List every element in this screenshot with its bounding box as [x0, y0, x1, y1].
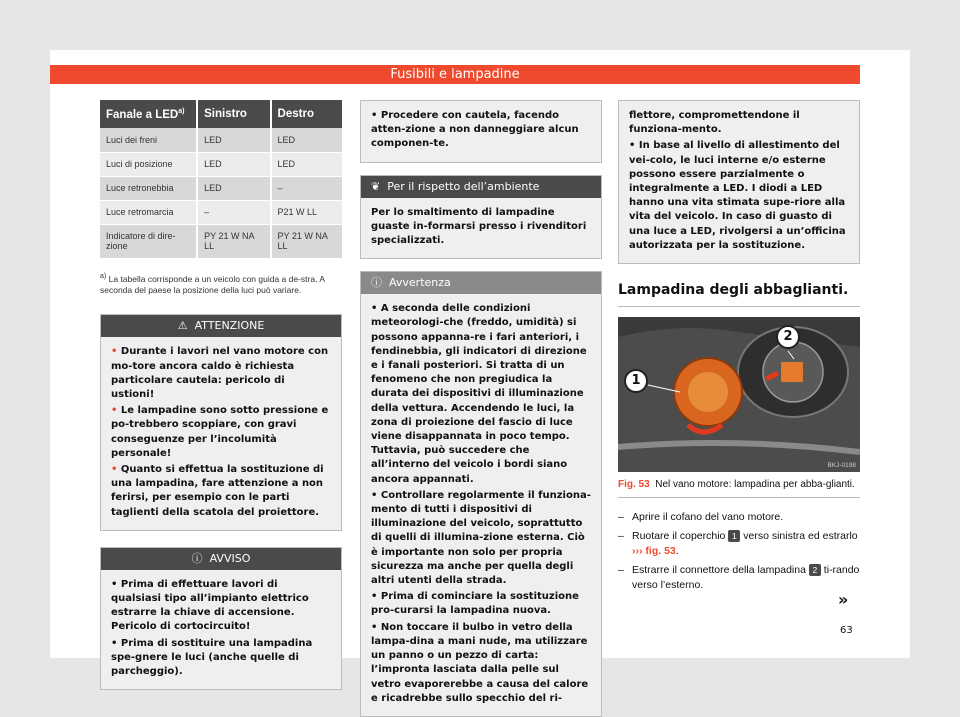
- table-cell: –: [271, 176, 342, 200]
- table-row: [100, 152, 342, 176]
- figure-link[interactable]: ››› fig. 53: [632, 545, 676, 558]
- avvertenza-box: [360, 271, 602, 717]
- list-item: • Non toccare il bulbo in vetro della lampa-dina a mani nude, ma utilizzare un panno o un pezzo di carta: l’impronta lasciata dalla pelle sul vetro evaporerebbe a causa del calore e ricadrebbe sullo specchio del ri-: [371, 621, 589, 704]
- continue-mark: »: [838, 590, 849, 609]
- steps-list: [618, 510, 860, 593]
- figure-code: BKJ-0198: [827, 462, 856, 470]
- avvertenza-header: ⓘ Avvertenza: [361, 272, 601, 294]
- list-item: • Prima di sostituire una lampadina spe-gnere le luci (anche quelle di parcheggio).: [111, 637, 313, 677]
- table-cell: Luce retronebbia: [100, 176, 197, 200]
- item-number-1: 1: [728, 530, 740, 542]
- avviso-continued-box: [360, 100, 602, 163]
- page-header: Fusibili e lampadine: [50, 65, 860, 84]
- attenzione-header: ⚠ ATTENZIONE: [101, 315, 341, 337]
- table-cell: LED: [197, 176, 270, 200]
- table-cell: LED: [197, 152, 270, 176]
- headlight-illustration: [618, 317, 860, 472]
- lamp-table: [100, 100, 342, 259]
- list-item: • Quanto si effettua la sostituzione di una lampadina, fare attenzione a non ferirsi, per esempio con le parti taglienti della scatola del proiettore.: [111, 463, 324, 518]
- column-right: [618, 100, 860, 597]
- table-cell: Luci dei freni: [100, 128, 197, 152]
- table-row: [100, 200, 342, 224]
- ambiente-body: Per lo smaltimento di lampadine guaste in-formarsi presso i rivenditori specializzati.: [361, 198, 601, 259]
- table-cell: Luci di posizione: [100, 152, 197, 176]
- table-header: Fanale a LED$^{a)}$: [100, 100, 197, 128]
- table-cell: PY 21 W NA LL: [197, 224, 270, 258]
- avviso-continued-body: [361, 101, 601, 162]
- note-icon: ⓘ: [371, 276, 382, 290]
- callout-1: 1: [624, 369, 648, 393]
- page-number: 63: [840, 625, 853, 636]
- table-cell: LED: [271, 152, 342, 176]
- avvertenza-body: [361, 294, 601, 716]
- table-cell: Indicatore di dire-zione: [100, 224, 197, 258]
- table-header-row: [100, 100, 342, 128]
- avviso-header: ⓘ AVVISO: [101, 548, 341, 570]
- table-cell: PY 21 W NA LL: [271, 224, 342, 258]
- list-item: • Prima di effettuare lavori di qualsiasi tipo all’impianto elettrico estrarre la chiave di accensione. Pericolo di cortocircuito!: [111, 578, 309, 633]
- attenzione-body: [101, 337, 341, 529]
- leaf-icon: ❦: [371, 179, 381, 193]
- list-item: • A seconda delle condizioni meteorologi-che (freddo, umidità) si possono appanna-re i fari anteriori, i fendinebbia, gli indicatori di direzione e i fanali posteriori. Si tratta di un fenomeno che non pregiudica la durata dei dispositivi di illuminazione della vettura. Accendendo le luci, la zona di proiezione del fascio di luce viene disappannata in poco tempo. Tuttavia, può succedere che all’interno del veicolo i bordi siano ancora appannati.: [371, 303, 587, 485]
- avviso-box: [100, 547, 342, 690]
- ambiente-header: ❦ Per il rispetto dell’ambiente: [361, 176, 601, 198]
- column-middle: [360, 100, 602, 717]
- headlight-figure: [618, 317, 860, 472]
- table-cell: LED: [197, 128, 270, 152]
- ambiente-box: [360, 175, 602, 260]
- step-item: – Aprire il cofano del vano motore.: [618, 510, 860, 525]
- table-header: Sinistro: [197, 100, 270, 128]
- table-row: [100, 128, 342, 152]
- list-item: • Le lampadine sono sotto pressione e po-trebbero scoppiare, con gravi conseguenze per l’incolumità personale!: [111, 405, 329, 459]
- table-header: Destro: [271, 100, 342, 128]
- callout-2: 2: [776, 325, 800, 349]
- table-cell: –: [197, 200, 270, 224]
- attenzione-box: [100, 314, 342, 530]
- table-footnote: $^{a)}$ La tabella corrisponde a un veicolo con guida a de-stra. A seconda del paese la posizione della luci può variare.: [100, 272, 325, 296]
- figure-caption: Fig. 53 Nel vano motore: lampadina per abba-glianti.: [618, 472, 860, 498]
- table-cell: Luce retromarcia: [100, 200, 197, 224]
- avvertenza-continued-body: flettore, compromettendone il funziona-mento. • In base al livello di allestimento del vei-colo, le luci interne e/o esterne possono essere parzialmente o integralmente a LED. I diodi a LED hanno una vita stimata supe-riore alla vita del veicolo. In caso di guasto di una luce a LED, rivolgersi a un’officina autorizzata per la sostituzione.: [619, 101, 859, 263]
- column-left: [100, 100, 342, 690]
- item-number-2: 2: [809, 564, 821, 576]
- section-title: Lampadina degli abbaglianti.: [618, 282, 860, 307]
- list-item: • In base al livello di allestimento del vei-colo, le luci interne e/o esterne possono essere parzialmente o integralmente a LED. I diodi a LED hanno una vita stimata supe-riore alla vita del veicolo. In caso di guasto di una luce a LED, rivolgersi a un’officina autorizzata per la sostituzione.: [629, 140, 846, 251]
- info-circle-icon: ⓘ: [191, 551, 203, 565]
- step-item: – Ruotare il coperchio 1 verso sinistra ed estrarlo ››› fig. 53.: [618, 529, 860, 559]
- step-item: – Estrarre il connettore della lampadina 2 ti-rando verso l’esterno.: [618, 563, 860, 593]
- table-cell: LED: [271, 128, 342, 152]
- avviso-body: [101, 570, 341, 689]
- list-item: • Prima di cominciare la sostituzione pro-curarsi la lampadina nuova.: [371, 591, 579, 617]
- list-item: • Procedere con cautela, facendo atten-zione a non danneggiare alcun componen-te.: [371, 110, 579, 150]
- table-row: [100, 224, 342, 258]
- avvertenza-continued-box: [618, 100, 860, 264]
- warning-triangle-icon: ⚠: [177, 319, 188, 333]
- list-item: • Controllare regolarmente il funziona-mento di tutti i dispositivi di illuminazione del veicolo, soprattutto di quelli di illumina-zione esterna. Ciò è importante non solo per propria sicurezza ma anche per quella degli altri utenti della strada.: [371, 489, 591, 587]
- list-item: • Durante i lavori nel vano motore con mo-tore ancora caldo è richiesta particolare cautela: pericolo di ustioni!: [111, 346, 329, 400]
- table-row: [100, 176, 342, 200]
- table-cell: P21 W LL: [271, 200, 342, 224]
